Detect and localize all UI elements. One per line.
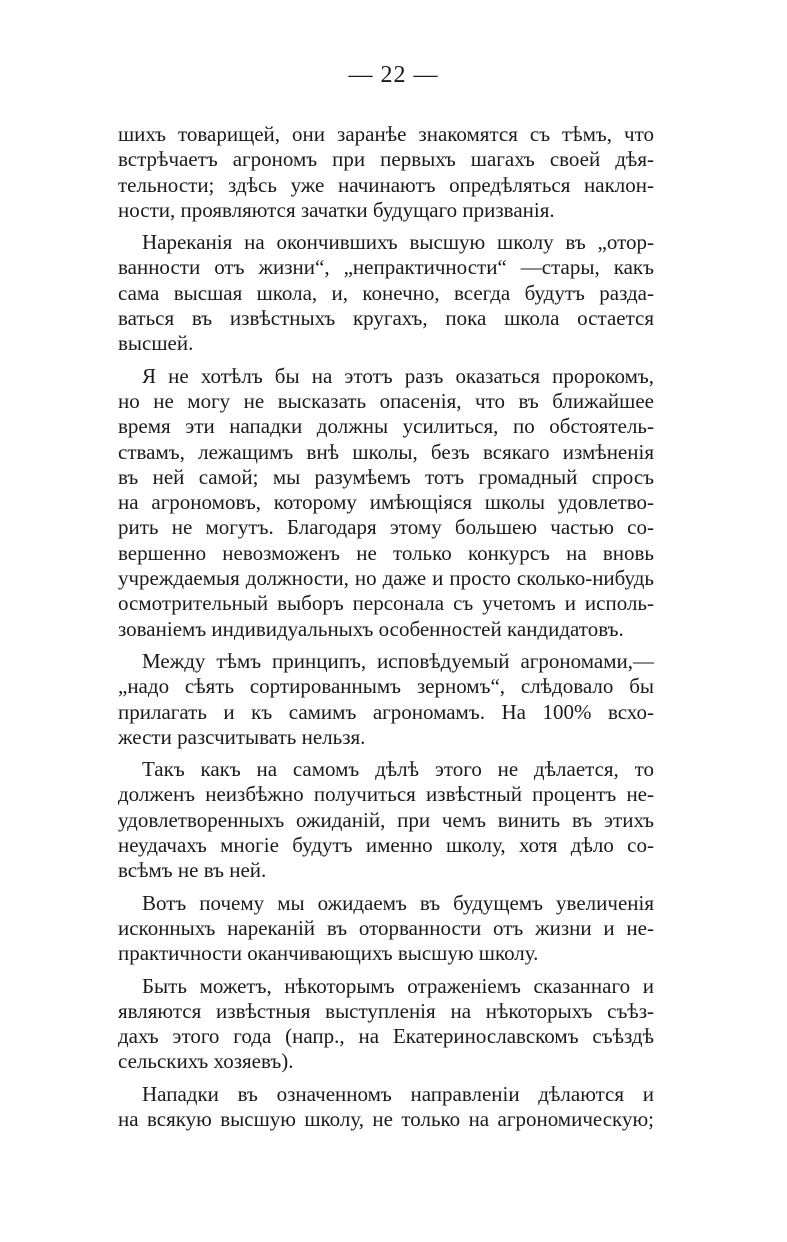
text-line: неудачахъ многіе будутъ именно школу, хотя дѣло со-: [118, 833, 654, 858]
paragraph: [118, 891, 654, 967]
text-line: вершенно невозможенъ не только конкурсъ на вновь: [118, 540, 654, 565]
body-text: [118, 122, 654, 1139]
paragraph: [118, 974, 654, 1075]
text-line: являются извѣстныя выступленія на нѣкоторыхъ съѣз-: [118, 998, 654, 1023]
text-line: шихъ товарищей, они заранѣе знакомятся съ тѣмъ, что: [118, 122, 654, 146]
text-line: встрѣчаетъ агрономъ при первыхъ шагахъ своей дѣя-: [118, 147, 654, 172]
text-line: Вотъ почему мы ожидаемъ въ будущемъ увеличенія: [142, 890, 654, 915]
text-line: Я не хотѣлъ бы на этотъ разъ оказаться пророкомъ,: [142, 363, 654, 388]
text-line: тельности; здѣсь уже начинаютъ опредѣляться наклон-: [118, 172, 654, 197]
text-line: учреждаемыя должности, но даже и просто сколько-нибудь: [118, 566, 654, 591]
paragraph: [118, 230, 654, 356]
text-line: рить не могутъ. Благодаря этому большею частью со-: [118, 515, 654, 540]
text-line: въ ней самой; мы разумѣемъ тотъ громадный спросъ: [118, 464, 654, 489]
paragraph: [118, 1082, 654, 1133]
text-line: прилагать и къ самимъ агрономамъ. На 100% всхо-: [118, 699, 654, 724]
text-line: дахъ этого года (напр., на Екатеринославскомъ съѣздѣ: [118, 1024, 654, 1049]
text-line: ванности отъ жизни“, „непрактичности“ —стары, какъ: [118, 255, 654, 280]
paragraph: [118, 649, 654, 750]
text-line: долженъ неизбѣжно получиться извѣстный процентъ не-: [118, 782, 654, 807]
text-line: Такъ какъ на самомъ дѣлѣ этого не дѣлается, то: [142, 757, 654, 782]
text-line: на всякую высшую школу, не только на агрономическую;: [118, 1106, 654, 1131]
text-line: сама высшая школа, и, конечно, всегда будутъ разда-: [118, 280, 654, 305]
text-line: ности, проявляются зачатки будущаго призванія.: [118, 197, 555, 222]
page-number: — 22 —: [348, 62, 439, 88]
text-line: зованіемъ индивидуальныхъ особенностей кандидатовъ.: [118, 616, 624, 641]
text-line: ствамъ, лежащимъ внѣ школы, безъ всякаго измѣненія: [118, 439, 654, 464]
text-line: исконныхъ нареканій въ оторванности отъ жизни и не-: [118, 915, 654, 940]
paragraph: [118, 122, 654, 223]
text-line: осмотрительный выборъ персонала съ учетомъ и исполь-: [118, 591, 654, 616]
paragraph: [118, 364, 654, 642]
text-line: сельскихъ хозяевъ).: [118, 1049, 294, 1074]
text-line: удовлетворенныхъ ожиданій, при чемъ винить въ этихъ: [118, 807, 654, 832]
text-line: практичности оканчивающихъ высшую школу.: [118, 941, 539, 966]
paragraph: [118, 757, 654, 883]
text-line: время эти нападки должны усилиться, по обстоятель-: [118, 414, 654, 439]
text-line: на агрономовъ, которому имѣющіяся школы удовлетво-: [118, 490, 654, 515]
text-line: Нападки въ означенномъ направленіи дѣлаются и: [142, 1081, 654, 1106]
text-line: Между тѣмъ принципъ, исповѣдуемый агрономами,—: [142, 648, 654, 673]
text-line: но не могу не высказать опасенія, что въ ближайшее: [118, 388, 654, 413]
text-line: всѣмъ не въ ней.: [118, 858, 267, 883]
text-line: жести разсчитывать нельзя.: [118, 724, 366, 749]
text-line: Быть можетъ, нѣкоторымъ отраженіемъ сказаннаго и: [142, 973, 654, 998]
text-line: Нареканія на окончившихъ высшую школу въ „отор-: [142, 230, 654, 255]
text-line: „надо сѣять сортированнымъ зерномъ“, слѣдовало бы: [118, 674, 654, 699]
text-line: ваться въ извѣстныхъ кругахъ, пока школа остается: [118, 306, 654, 331]
text-line: высшей.: [118, 331, 194, 356]
